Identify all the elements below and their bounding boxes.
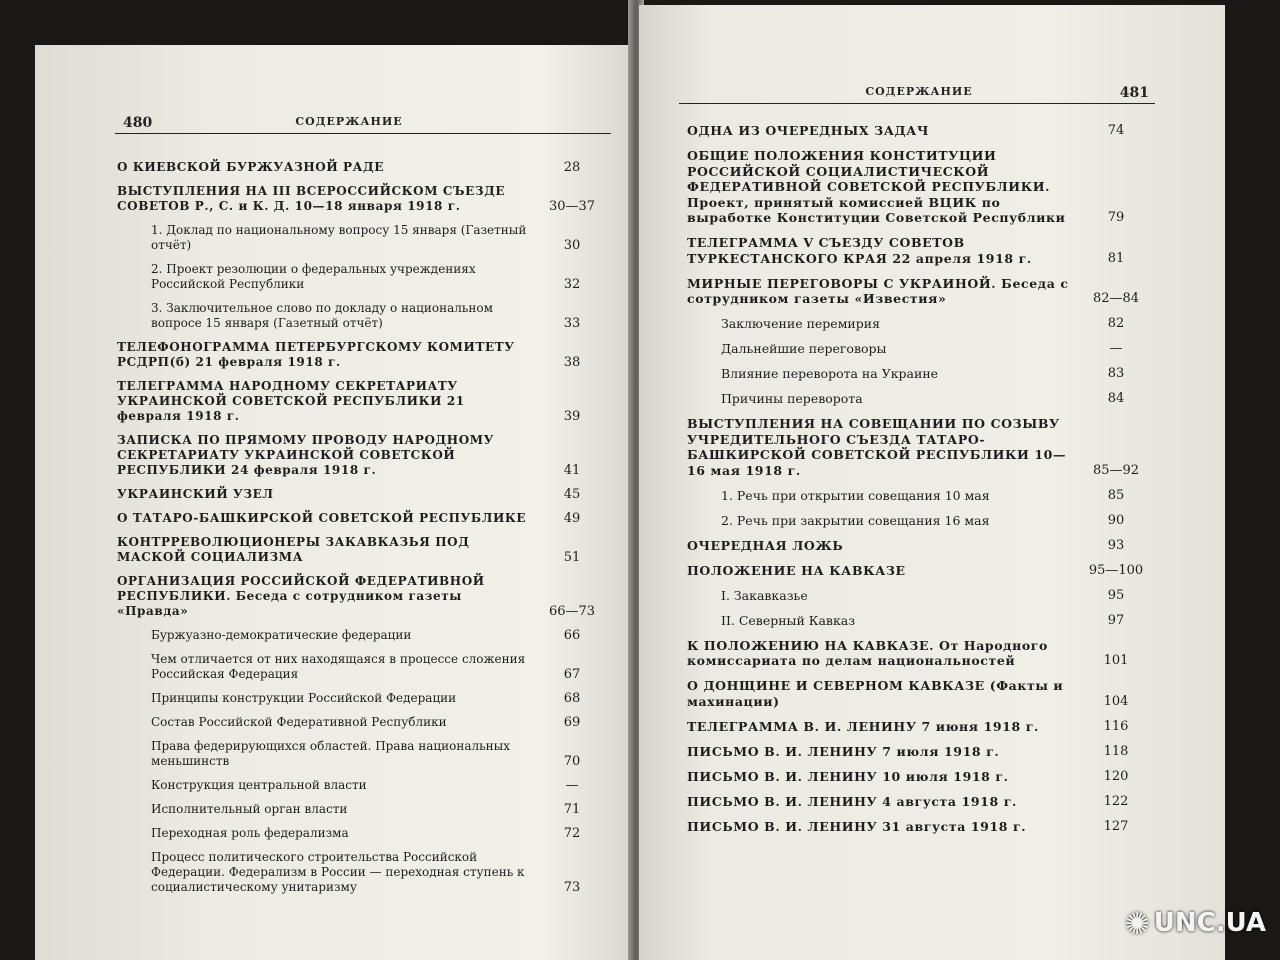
header-rule [679,103,1155,104]
toc-entry-title: Дальнейшие переговоры [721,341,887,356]
toc-entry-title: ТЕЛЕГРАММА V СЪЕЗДУ СОВЕТОВ ТУРКЕСТАНСКОГО КРАЯ 22 апреля 1918 г. [687,235,1032,266]
toc-entry [117,778,603,793]
toc-entry-page: 67 [563,667,581,682]
toc-entry [687,148,1147,226]
toc-entry [117,628,603,643]
toc-entry-page: 93 [1107,537,1125,553]
toc-entry [687,341,1147,357]
toc-entry [117,223,603,253]
toc-entry-title: Влияние переворота на Украине [721,366,939,381]
toc-entry-title: Состав Российской Федеративной Республики [151,715,447,729]
toc-entry-page: 73 [563,880,581,895]
toc-entry [687,538,1147,554]
toc-entry-page: 30—37 [548,199,596,214]
toc-entry-page: 72 [563,826,581,841]
right-page [639,5,1225,960]
toc-entry-page: 95 [1107,587,1125,603]
toc-entry-title: МИРНЫЕ ПЕРЕГОВОРЫ С УКРАИНОЙ. Беседа с сотрудником газеты «Известия» [687,275,1069,306]
toc-entry [687,513,1147,529]
page-number: 481 [1119,85,1149,101]
toc-entry-page: 49 [563,511,581,526]
toc-entry-page: 79 [1107,210,1125,225]
toc-entry-title: УКРАИНСКИЙ УЗЕЛ [117,487,274,501]
toc-entry-page: 74 [1107,123,1125,138]
toc-entry [117,433,603,478]
toc-entry-title: О ДОНЩИНЕ И СЕВЕРНОМ КАВКАЗЕ (Факты и махинации) [687,678,1064,709]
toc-entry [687,613,1147,629]
toc-entry [117,160,603,175]
toc-entry [687,391,1147,407]
toc-entry-title: Права федерирующихся областей. Права национальных меньшинств [151,739,510,768]
toc-entry-page: 85—92 [1092,462,1140,478]
toc-entry-title: 1. Речь при открытии совещания 10 мая [721,487,990,503]
toc-entry-page: 71 [563,802,581,817]
toc-entry-page: 66—73 [548,604,596,619]
toc-entry-page: 39 [563,409,581,424]
toc-entry-page: 84 [1107,391,1125,406]
site-watermark [1125,907,1266,942]
page-number: 480 [123,115,153,131]
toc-entry [117,652,603,682]
toc-entry [687,794,1147,810]
toc-entry-title: ВЫСТУПЛЕНИЯ НА III ВСЕРОССИЙСКОМ СЪЕЗДЕ СОВЕТОВ Р., С. и К. Д. 10—18 января 1918 г. [117,184,506,213]
watermark-text: UNC.UA [1153,908,1266,938]
toc-entry [687,719,1147,735]
header-rule [115,133,611,134]
left-page [35,45,633,960]
toc-entry-title: ОРГАНИЗАЦИЯ РОССИЙСКОЙ ФЕДЕРАТИВНОЙ РЕСПУБЛИКИ. Беседа с сотрудником газеты «Правда» [117,574,485,618]
toc-entry-title: ПИСЬМО В. И. ЛЕНИНУ 4 августа 1918 г. [687,793,1017,809]
toc-list [117,160,603,904]
toc-entry-page: 45 [563,487,581,502]
toc-entry [687,819,1147,835]
toc-entry [117,487,603,502]
toc-entry-page: 83 [1107,366,1125,381]
toc-entry-title: Принципы конструкции Российской Федерации [151,691,457,705]
toc-entry-title: ОДНА ИЗ ОЧЕРЕДНЫХ ЗАДАЧ [687,123,929,138]
toc-entry-page: 66 [563,628,581,643]
toc-entry-page: 90 [1107,512,1125,528]
toc-entry-page: 85 [1107,487,1125,503]
toc-entry [117,301,603,331]
toc-entry [117,802,603,817]
toc-entry [687,276,1147,307]
toc-entry-page: 32 [563,277,581,292]
toc-entry-title: 2. Речь при закрытии совещания 16 мая [721,512,990,528]
toc-entry [117,574,603,619]
toc-entry-page: 95—100 [1088,562,1144,578]
toc-list [687,123,1147,844]
toc-entry-page: — [1109,341,1123,356]
toc-entry-title: ПИСЬМО В. И. ЛЕНИНУ 10 июля 1918 г. [687,768,1009,784]
toc-entry-page: 51 [563,550,581,565]
toc-entry-page: 120 [1103,768,1129,784]
toc-entry-page: 70 [563,754,581,769]
toc-entry-page: 28 [563,160,581,175]
running-title: СОДЕРЖАНИЕ [865,85,973,98]
toc-entry-page: 116 [1103,718,1129,734]
toc-entry-title: ТЕЛЕГРАММА В. И. ЛЕНИНУ 7 июня 1918 г. [687,718,1039,734]
running-title: СОДЕРЖАНИЕ [295,115,403,128]
toc-entry-title: ТЕЛЕГРАММА НАРОДНОМУ СЕКРЕТАРИАТУ УКРАИНСКОЙ СОВЕТСКОЙ РЕСПУБЛИКИ 21 февраля 1918 г. [117,379,465,423]
toc-entry-page: — [565,778,579,793]
toc-entry-title: ОБЩИЕ ПОЛОЖЕНИЯ КОНСТИТУЦИИ РОССИЙСКОЙ СОЦИАЛИСТИЧЕСКОЙ ФЕДЕРАТИВНОЙ СОВЕТСКОЙ РЕСПУБЛИКИ. Проект, принятый комиссией ВЦИК по выработке Конституции Советской Республики [687,148,1066,225]
toc-entry-title: ПИСЬМО В. И. ЛЕНИНУ 7 июля 1918 г. [687,743,1000,759]
toc-entry-page: 82 [1107,316,1125,331]
toc-entry [687,488,1147,504]
toc-entry-page: 97 [1107,612,1125,628]
toc-entry [687,638,1147,669]
toc-entry [687,563,1147,579]
toc-entry [117,715,603,730]
toc-entry-title: ЗАПИСКА ПО ПРЯМОМУ ПРОВОДУ НАРОДНОМУ СЕКРЕТАРИАТУ УКРАИНСКОЙ СОВЕТСКОЙ РЕСПУБЛИКИ 24 февраля 1918 г. [117,433,495,477]
toc-entry [117,184,603,214]
toc-entry-page: 68 [563,691,581,706]
toc-entry-title: Причины переворота [721,391,863,406]
toc-entry [687,123,1147,139]
toc-entry-title: ТЕЛЕФОНОГРАММА ПЕТЕРБУРГСКОМУ КОМИТЕТУ РСДРП(б) 21 февраля 1918 г. [117,340,515,369]
toc-entry-page: 33 [563,316,581,331]
toc-entry [687,678,1147,709]
toc-entry-page: 38 [563,355,581,370]
toc-entry-title: К ПОЛОЖЕНИЮ НА КАВКАЗЕ. От Народного комиссариата по делам национальностей [687,637,1048,668]
toc-entry-page: 30 [563,238,581,253]
toc-entry [687,366,1147,382]
toc-entry-page: 101 [1103,653,1129,668]
toc-entry [687,316,1147,332]
toc-entry-title: 3. Заключительное слово по докладу о национальном вопросе 15 января (Газетный отчёт) [151,301,493,330]
toc-entry-page: 118 [1103,743,1129,759]
toc-entry-title: 1. Доклад по национальному вопросу 15 января (Газетный отчёт) [151,223,527,252]
toc-entry [687,744,1147,760]
toc-entry-page: 41 [563,463,581,478]
toc-entry [117,511,603,526]
toc-entry [687,588,1147,604]
toc-entry-page: 104 [1103,693,1129,709]
toc-entry-title: Чем отличается от них находящаяся в процессе сложения Российская Федерация [151,652,526,681]
toc-entry [117,691,603,706]
toc-entry [117,535,603,565]
toc-entry-title: Процесс политического строительства Российской Федерации. Федерализм в России — переходная ступень к социалистическому унитаризму [151,850,525,894]
toc-entry-title: Переходная роль федерализма [151,826,349,840]
toc-entry-title: О КИЕВСКОЙ БУРЖУАЗНОЙ РАДЕ [117,160,385,174]
toc-entry-title: О ТАТАРО-БАШКИРСКОЙ СОВЕТСКОЙ РЕСПУБЛИКЕ [117,511,527,525]
toc-entry [117,340,603,370]
toc-entry-title: ВЫСТУПЛЕНИЯ НА СОВЕЩАНИИ ПО СОЗЫВУ УЧРЕДИТЕЛЬНОГО СЪЕЗДА ТАТАРО-БАШКИРСКОЙ СОВЕТСКОЙ РЕСПУБЛИКИ 10—16 мая 1918 г. [687,416,1067,478]
toc-entry [117,262,603,292]
toc-entry-page: 82—84 [1092,291,1140,306]
toc-entry-page: 122 [1103,793,1129,809]
toc-entry-title: КОНТРРЕВОЛЮЦИОНЕРЫ ЗАКАВКАЗЬЯ ПОД МАСКОЙ СОЦИАЛИЗМА [117,535,470,564]
toc-entry-title: Исполнительный орган власти [151,802,348,816]
toc-entry-title: I. Закавказье [721,587,808,603]
toc-entry-page: 81 [1107,250,1125,266]
toc-entry-title: II. Северный Кавказ [721,612,856,628]
toc-entry-title: ПИСЬМО В. И. ЛЕНИНУ 31 августа 1918 г. [687,818,1027,834]
toc-entry-title: Буржуазно-демократические федерации [151,628,412,642]
sun-logo-icon: ✺ [1124,907,1150,942]
toc-entry [687,416,1147,478]
toc-entry-title: ПОЛОЖЕНИЕ НА КАВКАЗЕ [687,562,906,578]
toc-entry-title: 2. Проект резолюции о федеральных учреждениях Российской Республики [151,262,476,291]
toc-entry [117,379,603,424]
toc-entry [117,850,603,895]
toc-entry [117,826,603,841]
toc-entry-title: Конструкция центральной власти [151,778,367,792]
toc-entry [117,739,603,769]
toc-entry-page: 69 [563,715,581,730]
toc-entry [687,235,1147,266]
toc-entry-page: 127 [1103,818,1129,834]
toc-entry [687,769,1147,785]
toc-entry-title: Заключение перемирия [721,316,880,331]
toc-entry-title: ОЧЕРЕДНАЯ ЛОЖЬ [687,537,844,553]
